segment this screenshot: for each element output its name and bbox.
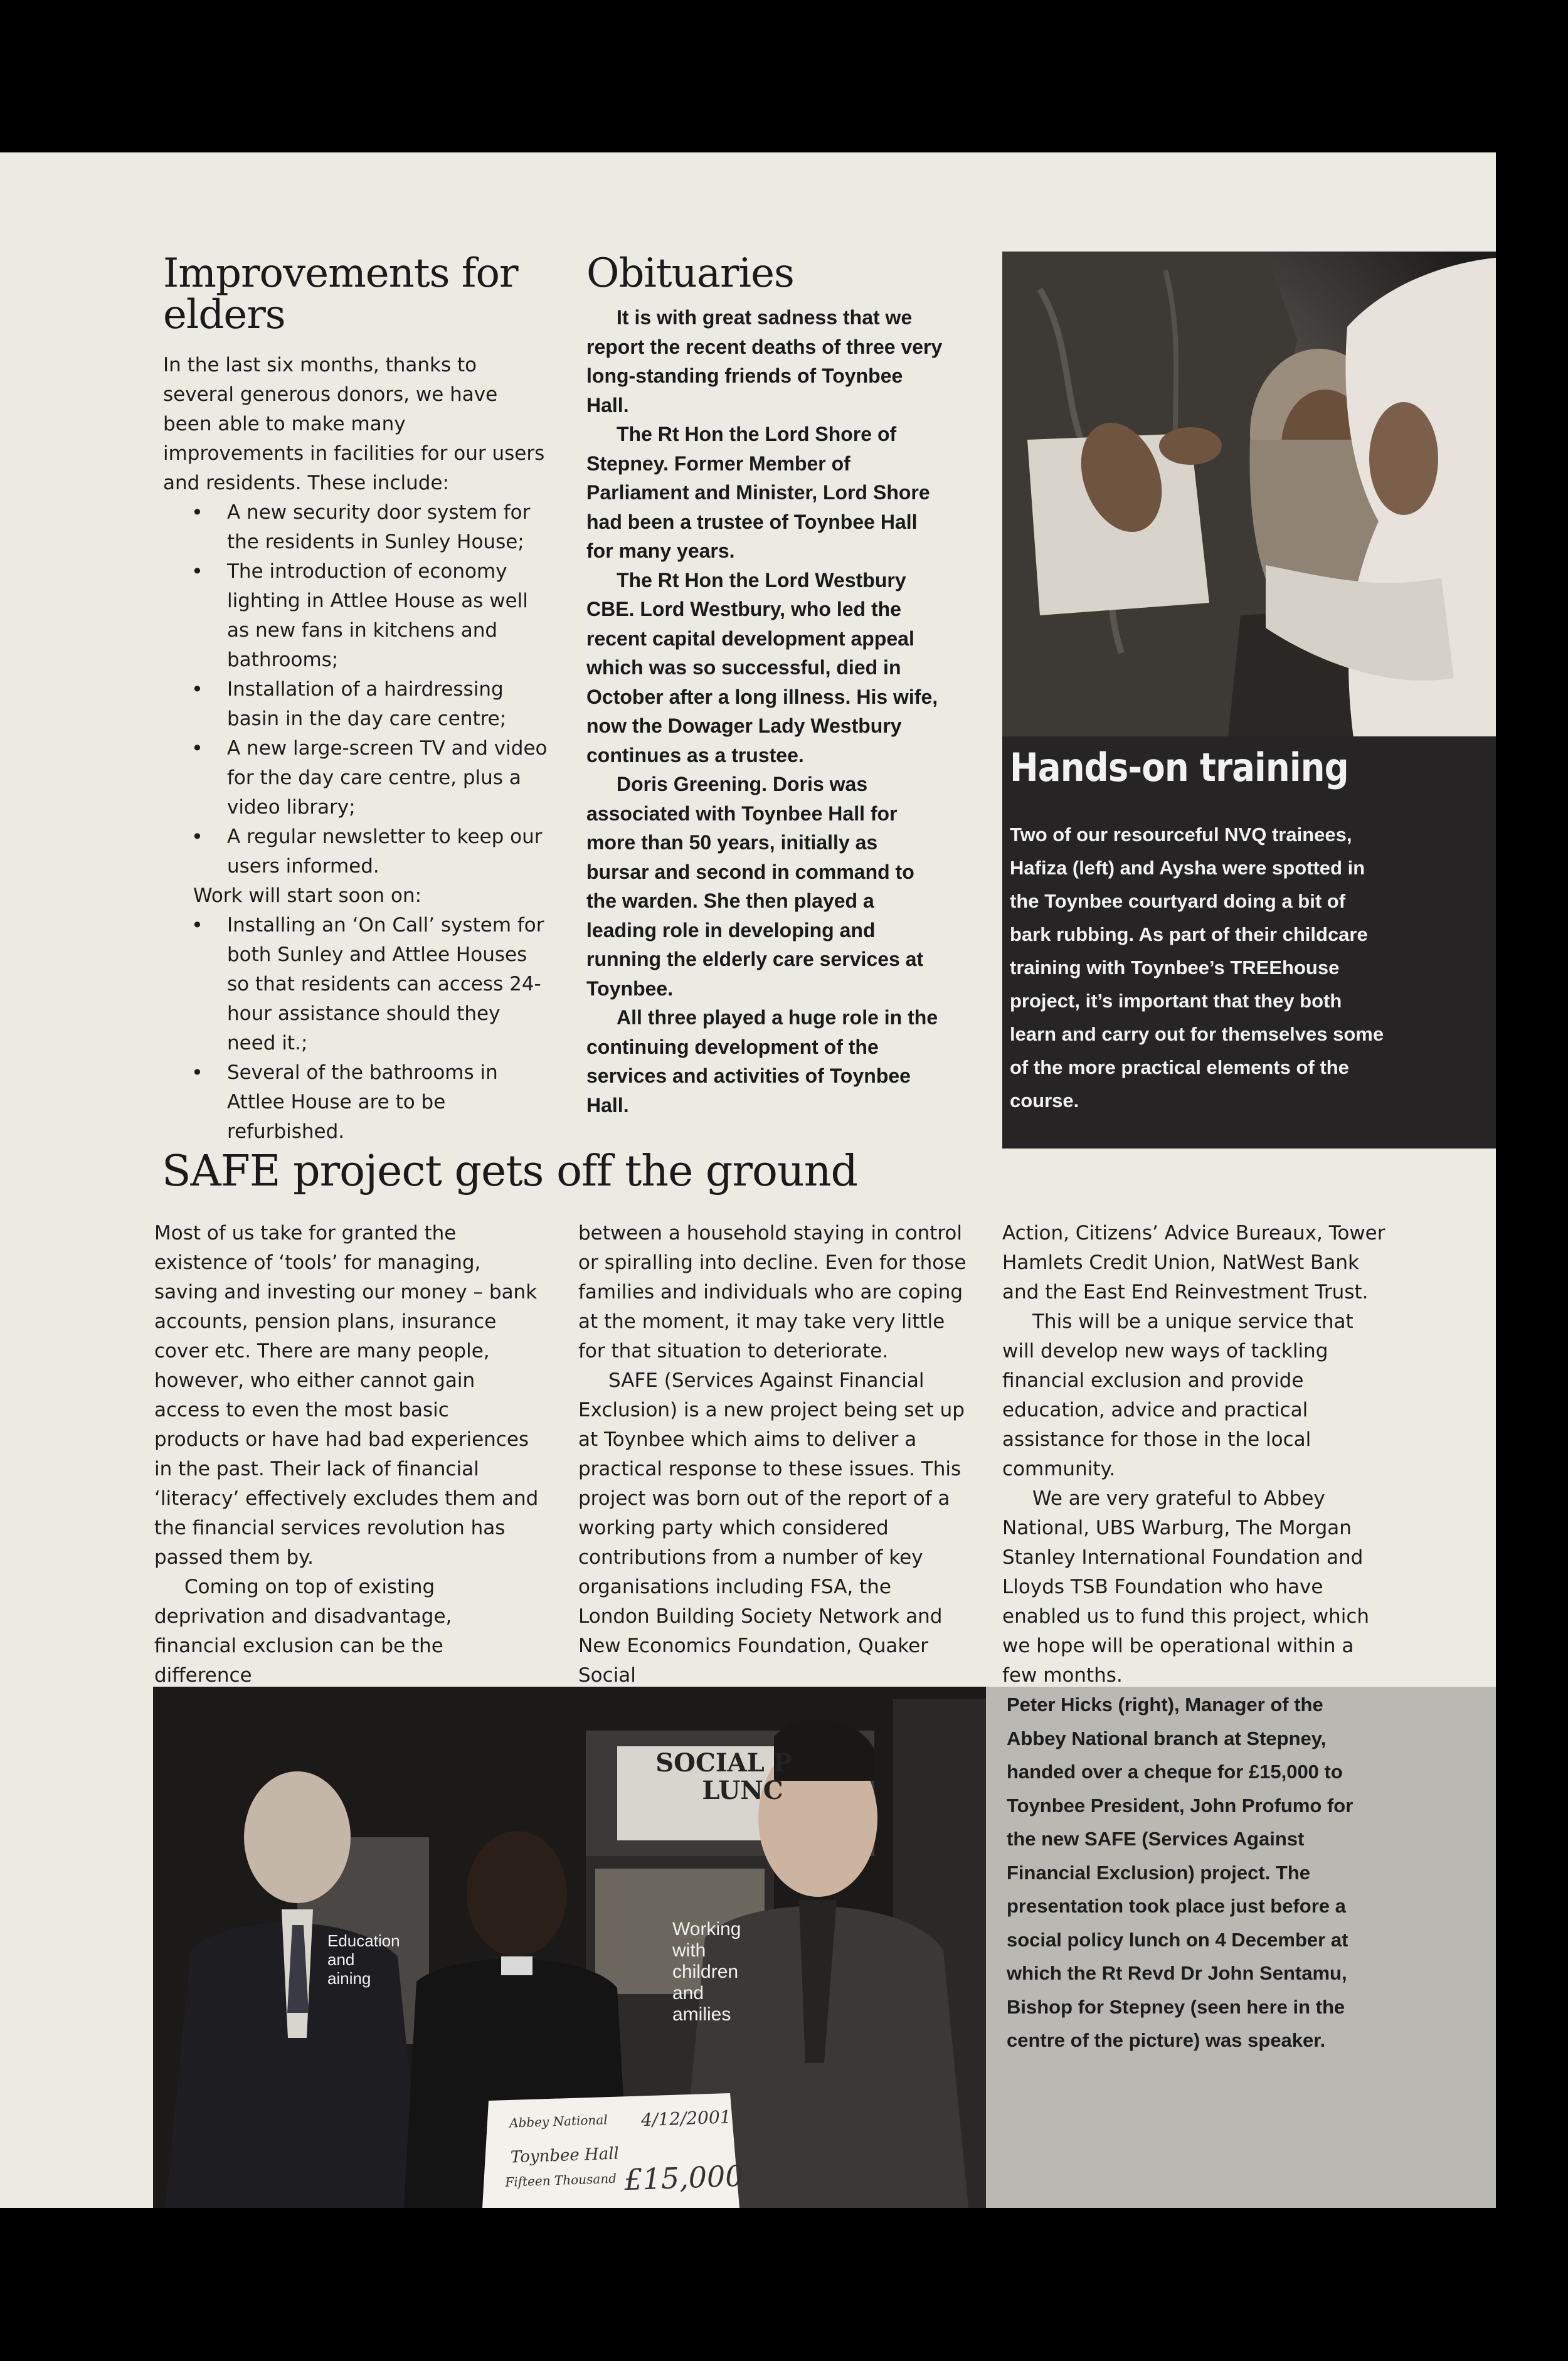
safe-column-3 [1002, 1219, 1391, 1690]
obituary-paragraph: Doris Greening. Doris was associated with Toynbee Hall for more than 50 years, initially as bursar and second in command to the warden. She then played a leading role in developing and running the elderly care services at Toynbee. [586, 773, 924, 1000]
cheque-bank: Abbey National [509, 2112, 608, 2131]
obituaries-title: Obituaries [586, 250, 794, 297]
cheque-caption: Peter Hicks (right), Manager of the Abbey National branch at Stepney, handed over a cheque for £15,000 to Toynbee President, John Profumo for the new SAFE (Services Against Financial Exclusion) project. The presentation took place just before a social policy lunch on 4 December at which the Rt Revd Dr John Sentamu, Bishop for Stepney (seen here in the centre of the picture) was speaker. [1007, 1694, 1353, 2051]
elders-work-label: Work will start soon on: [193, 884, 422, 907]
obituary-paragraph: All three played a huge role in the continuing development of the services and activities of Toynbee Hall. [586, 1006, 938, 1117]
obituary-paragraph: The Rt Hon the Lord Westbury CBE. Lord Westbury, who led the recent capital development appeal which was so successful, died in October after a long illness. His wife, now the Dowager Lady Westbury continues as a trustee. [586, 568, 938, 767]
elders-article [163, 250, 552, 1147]
list-item: • A new security door system for the residents in Sunley House; [163, 498, 552, 557]
training-photo-illustration [1002, 252, 1496, 738]
safe-paragraph: between a household staying in control or spiralling into decline. Even for those families and individuals who are coping at the moment, it may take very little for that situation to deteriorate. [578, 1222, 967, 1362]
list-item: • Installation of a hairdressing basin in the day care centre; [163, 675, 552, 734]
photo-sign-line2: LUNC [702, 1776, 783, 1805]
list-item: • The introduction of economy lighting in Attlee House as well as new fans in kitchens and bathrooms; [163, 557, 552, 675]
safe-paragraph: Most of us take for granted the existence of ‘tools’ for managing, saving and investing our money – bank accounts, pension plans, insurance cover etc. There are many people, however, who either cannot gain access to even the most basic products or have had bad experiences in the past. Their lack of financial ‘literacy’ effectively excludes them and the financial services revolution has passed them by. [154, 1222, 539, 1569]
safe-paragraph: We are very grateful to Abbey National, UBS Warburg, The Morgan Stanley International Foundation and Lloyds TSB Foundation who have enabled us to fund this project, which we hope will be operational within a few months. [1002, 1487, 1370, 1687]
obituary-paragraph: It is with great sadness that we report the recent deaths of three very long-standing friends of Toynbee Hall. [586, 306, 943, 416]
elders-title: Improvements for elders [163, 250, 518, 338]
training-panel [1002, 736, 1496, 1149]
safe-paragraph: This will be a unique service that will develop new ways of tackling financial exclusion and provide education, advice and practical assistance for those in the local community. [1002, 1310, 1353, 1480]
cheque-words: Fifteen Thousand [504, 2170, 617, 2190]
photo-sign-line1: SOCIAL P [655, 1748, 792, 1778]
list-item: • A new large-screen TV and video for the day care centre, plus a video library; [163, 734, 552, 822]
list-item: • Several of the bathrooms in Attlee House are to be refurbished. [163, 1058, 552, 1147]
photo-sign [623, 1749, 824, 1805]
list-item: • Installing an ‘On Call’ system for both Sunley and Attlee Houses so that residents can access 24-hour assistance should they need it.; [163, 911, 552, 1058]
obituaries-body [586, 303, 945, 1120]
safe-paragraph: Action, Citizens’ Advice Bureaux, Tower Hamlets Credit Union, NatWest Bank and the East End Reinvestment Trust. [1002, 1222, 1385, 1303]
cheque-photo [153, 1687, 986, 2208]
safe-paragraph: Coming on top of existing deprivation and disadvantage, financial exclusion can be the difference [154, 1576, 452, 1687]
safe-paragraph: SAFE (Services Against Financial Exclusion) is a new project being set up at Toynbee which aims to deliver a practical response to these issues. This project was born out of the report of a working party which considered contributions from a number of key organisations including FSA, the London Building Society Network and New Economics Foundation, Quaker Social [578, 1369, 965, 1687]
cheque-amount: £15,000 [623, 2158, 744, 2197]
safe-column-2 [578, 1219, 967, 1690]
obituary-paragraph: The Rt Hon the Lord Shore of Stepney. Former Member of Parliament and Minister, Lord Shore had been a trustee of Toynbee Hall for many years. [586, 423, 930, 562]
obituaries-article [586, 250, 945, 1120]
training-caption: Two of our resourceful NVQ trainees, Hafiza (left) and Aysha were spotted in the Toynbee courtyard doing a bit of bark rubbing. As part of their childcare training with Toynbee’s TREEhouse project, it’s important that they both learn and carry out for themselves some of the more practical elements of the course. [1010, 824, 1384, 1112]
cheque-date: 4/12/2001 [640, 2106, 732, 2131]
cheque-payee: Toynbee Hall [510, 2144, 620, 2167]
training-photo [1002, 252, 1496, 738]
photo-poster-working: Working with children and amilies [672, 1919, 741, 2025]
poster-education-line1: Education and [327, 1931, 400, 1969]
cheque [496, 2102, 744, 2208]
elders-list [163, 498, 552, 881]
list-item: • A regular newsletter to keep our users informed. [163, 822, 552, 881]
safe-title: SAFE project gets off the ground [162, 1147, 858, 1196]
magazine-page [0, 152, 1496, 2208]
training-title: Hands-on training [1010, 745, 1348, 790]
elders-intro: In the last six months, thanks to several generous donors, we have been able to make many improvements in facilities for our users and residents. These include: [163, 354, 545, 494]
elders-work-list [163, 911, 552, 1147]
poster-education-line2: aining [327, 1969, 371, 1988]
safe-column-1 [154, 1219, 540, 1690]
cheque-caption-panel [986, 1687, 1496, 2208]
photo-poster-education [327, 1931, 421, 1988]
